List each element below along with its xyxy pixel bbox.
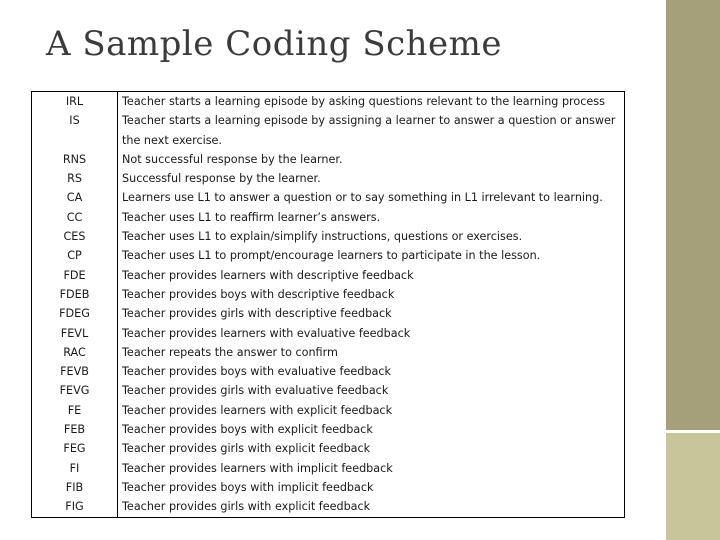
slide-title: A Sample Coding Scheme bbox=[46, 24, 503, 64]
code-description: Successful response by the learner. bbox=[122, 172, 321, 186]
table-row bbox=[32, 92, 625, 518]
code-description: Teacher provides learners with explicit feedback bbox=[122, 403, 393, 417]
code-label: CP bbox=[67, 249, 82, 263]
code-description: Teacher provides learners with descriptive feedback bbox=[122, 268, 414, 282]
code-description: Not successful response by the learner. bbox=[122, 152, 343, 166]
code-description: Teacher uses L1 to prompt/encourage learners to participate in the lesson. bbox=[122, 249, 541, 263]
code-label: FEG bbox=[63, 442, 86, 456]
code-label: FE bbox=[67, 403, 82, 417]
sidebar-upper-block bbox=[666, 0, 720, 430]
code-description: Teacher starts a learning episode by assigning a learner to answer a question or answer bbox=[122, 114, 616, 128]
code-description: Teacher provides girls with descriptive feedback bbox=[122, 307, 392, 321]
code-description: Teacher provides boys with explicit feedback bbox=[122, 423, 373, 437]
code-description: Teacher provides girls with explicit feedback bbox=[122, 442, 371, 456]
code-label: RS bbox=[67, 172, 82, 186]
code-description: Teacher provides boys with implicit feedback bbox=[122, 480, 374, 494]
code-label: FDEB bbox=[59, 287, 90, 301]
code-description: Teacher uses L1 to explain/simplify instructions, questions or exercises. bbox=[122, 230, 523, 244]
code-description: Teacher starts a learning episode by asking questions relevant to the learning process bbox=[122, 95, 605, 108]
code-description: Teacher provides learners with implicit feedback bbox=[122, 461, 393, 475]
code-description: Learners use L1 to answer a question or to say something in L1 irrelevant to learning. bbox=[122, 191, 603, 205]
code-label: FDEG bbox=[59, 307, 90, 321]
decorative-sidebar bbox=[666, 0, 720, 540]
code-label: FEVB bbox=[60, 365, 89, 379]
codes-column bbox=[32, 92, 118, 518]
code-label: IS bbox=[69, 114, 80, 128]
code-label: FDE bbox=[63, 268, 86, 282]
code-label: FIB bbox=[65, 480, 84, 494]
code-label: RAC bbox=[63, 345, 86, 359]
code-description: Teacher provides boys with evaluative feedback bbox=[122, 365, 391, 379]
code-label: CES bbox=[63, 230, 86, 244]
code-description: the next exercise. bbox=[122, 133, 222, 147]
code-label: FEVG bbox=[59, 384, 90, 398]
coding-scheme-table bbox=[31, 91, 625, 518]
code-label: FIG bbox=[65, 500, 84, 514]
sidebar-lower-block bbox=[666, 433, 720, 540]
code-label: FEVL bbox=[60, 326, 89, 340]
code-label: CC bbox=[66, 210, 83, 224]
code-description: Teacher provides learners with evaluative feedback bbox=[122, 326, 411, 340]
code-label: FEB bbox=[63, 423, 86, 437]
code-description: Teacher repeats the answer to confirm bbox=[122, 345, 338, 359]
code-label: FI bbox=[69, 461, 80, 475]
code-description: Teacher provides boys with descriptive feedback bbox=[122, 287, 395, 301]
code-label: CA bbox=[66, 191, 83, 205]
descriptions-column bbox=[118, 92, 625, 518]
code-label: RNS bbox=[62, 152, 87, 166]
code-label: IRL bbox=[65, 95, 84, 108]
code-description: Teacher provides girls with evaluative feedback bbox=[122, 384, 389, 398]
code-description: Teacher provides girls with explicit feedback bbox=[122, 500, 371, 514]
code-description: Teacher uses L1 to reaffirm learner’s answers. bbox=[122, 210, 381, 224]
